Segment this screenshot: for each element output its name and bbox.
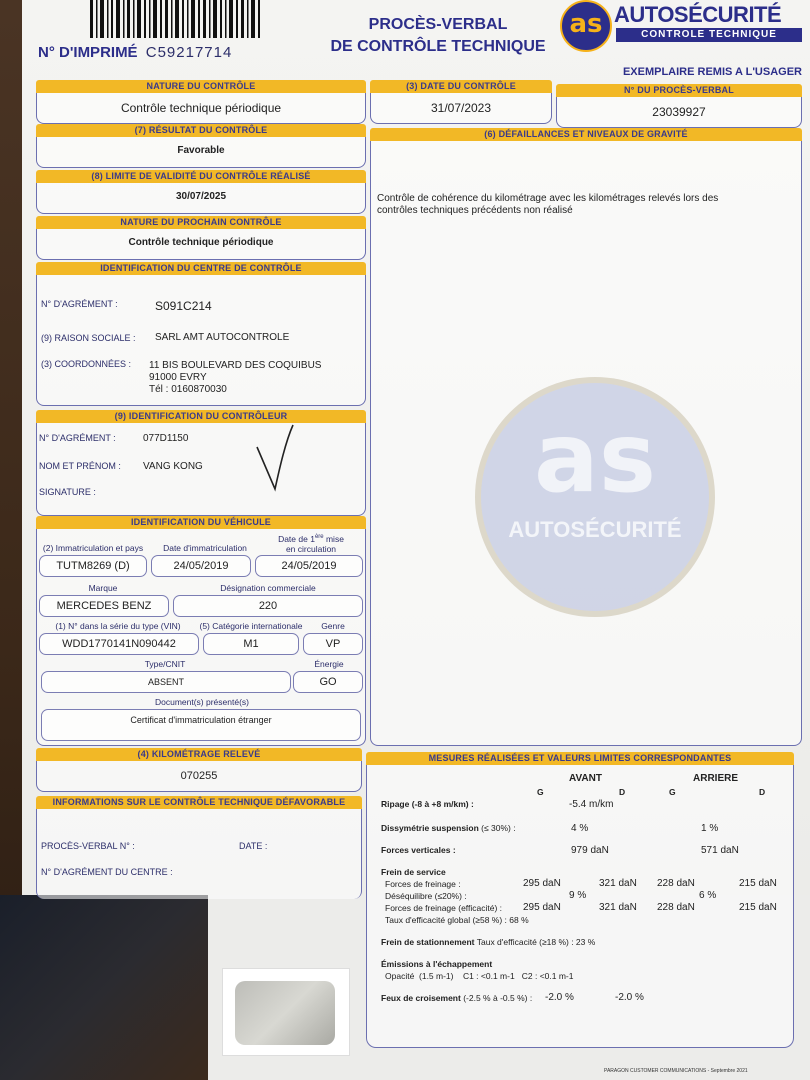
hologram-patch: [235, 981, 335, 1045]
result-header: (7) RÉSULTAT DU CONTRÔLE: [36, 124, 366, 137]
watermark-logo: [475, 377, 715, 617]
forces-eff-label: Forces de freinage (efficacité) :: [385, 903, 503, 913]
col-avant: AVANT: [569, 773, 602, 784]
deseq-avant: 9 %: [569, 890, 587, 901]
center-section: [36, 262, 366, 406]
col-arriere-g: G: [669, 787, 676, 797]
hologram-sticker: [222, 968, 350, 1056]
col-avant-d: D: [619, 787, 626, 797]
forces-vert-label: Forces verticales :: [381, 845, 456, 855]
defects-box: [370, 141, 802, 746]
controller-signature-label: SIGNATURE :: [39, 487, 96, 497]
marque-value: MERCEDES BENZ: [39, 595, 169, 617]
fe-ar-d: 215 daN: [739, 902, 777, 913]
dissym-label: [381, 823, 516, 833]
watermark-brand: AUTOSÉCURITÉ: [508, 517, 682, 542]
feux-g: -2.0 %: [545, 992, 574, 1003]
categorie-label: (5) Catégorie internationale: [199, 621, 303, 631]
print-number-line: [38, 44, 232, 61]
measures-section: [366, 752, 794, 1048]
ripage-label: Ripage (-8 à +8 m/km) :: [381, 799, 474, 809]
brand-name: AUTOSÉCURITÉ: [614, 2, 782, 27]
first-circ-label-line2: en circulation: [285, 543, 337, 554]
nature-header: NATURE DU CONTRÔLE: [36, 80, 366, 93]
marque-label: Marque: [88, 583, 118, 593]
first-circ-label-sup: ère: [314, 534, 324, 540]
unfavorable-box: [36, 809, 362, 899]
first-circ-label-a: Date de 1: [278, 533, 315, 544]
vehicle-header: IDENTIFICATION DU VÉHICULE: [36, 516, 366, 529]
defects-line-1: Contrôle de cohérence du kilométrage avec les kilométrages relevés lors des: [377, 193, 719, 204]
barcode: [90, 0, 270, 40]
stationnement-label: Frein de stationnement: [381, 937, 475, 947]
brand-tagline: CONTROLE TECHNIQUE: [616, 28, 802, 42]
controller-section: [36, 410, 366, 516]
vehicle-section: [36, 516, 366, 746]
date-value: 31/07/2023: [370, 93, 552, 124]
first-circ-label: [255, 532, 367, 554]
forces-freinage-label: Forces de freinage :: [385, 879, 461, 889]
center-address-1: 11 BIS BOULEVARD DES COQUIBUS: [149, 360, 322, 371]
defects-line-2: contrôles techniques précédents non réalisé: [377, 205, 573, 216]
controller-agrement-value: 077D1150: [143, 433, 189, 444]
nature-value: Contrôle technique périodique: [36, 93, 366, 124]
ff-av-g: 295 daN: [523, 878, 561, 889]
print-number: C59217714: [145, 44, 233, 61]
emissions-label: Émissions à l'échappement: [381, 959, 493, 969]
deseq-arriere: 6 %: [699, 890, 717, 901]
brand-logo: [560, 0, 612, 52]
defects-section: [370, 128, 802, 746]
center-raison-value: SARL AMT AUTOCONTROLE: [155, 332, 290, 343]
date-immat-label: Date d'immatriculation: [163, 543, 247, 553]
pv-number-value: 23039927: [556, 97, 802, 128]
title-line-1: PROCÈS-VERBAL: [368, 16, 508, 33]
mileage-header: (4) KILOMÉTRAGE RELEVÉ: [36, 748, 362, 761]
date-immat-value: 24/05/2019: [151, 555, 251, 577]
fe-av-g: 295 daN: [523, 902, 561, 913]
unfavorable-date-label: DATE :: [239, 841, 268, 851]
controller-agrement-label: N° D'AGRÉMENT :: [39, 433, 116, 443]
categorie-value: M1: [203, 633, 299, 655]
ff-ar-g: 228 daN: [657, 878, 695, 889]
date-header: (3) DATE DU CONTRÔLE: [370, 80, 552, 93]
first-circ-label-b: mise: [323, 533, 344, 544]
dissym-arriere: 1 %: [701, 823, 719, 834]
vin-value: WDD1770141N090442: [39, 633, 199, 655]
validity-header: (8) LIMITE DE VALIDITÉ DU CONTRÔLE RÉALISÉ: [36, 170, 366, 183]
unfavorable-section: [36, 796, 362, 899]
col-arriere-d: D: [759, 787, 766, 797]
mileage-section: [36, 748, 362, 792]
first-circ-value: 24/05/2019: [255, 555, 363, 577]
feux-label: Feux de croisement: [381, 993, 461, 1003]
designation-label: Désignation commerciale: [220, 583, 316, 593]
forces-vert-arriere: 571 daN: [701, 845, 739, 856]
printer-footer: PARAGON CUSTOMER COMMUNICATIONS - Septembre 2021: [604, 1068, 748, 1074]
validity-section: [36, 170, 366, 214]
ff-ar-d: 215 daN: [739, 878, 777, 889]
next-control-section: [36, 216, 366, 260]
controller-box: [36, 423, 366, 516]
designation-value: 220: [173, 595, 363, 617]
center-box: [36, 275, 366, 406]
unfavorable-header: INFORMATIONS SUR LE CONTRÔLE TECHNIQUE DÉFAVORABLE: [36, 796, 362, 809]
next-control-value: Contrôle technique périodique: [36, 229, 366, 260]
energie-label: Énergie: [314, 659, 344, 669]
center-coord-label: (3) COORDONNÉES :: [41, 359, 132, 369]
energie-value: GO: [293, 671, 363, 693]
center-phone: Tél : 0160870030: [149, 384, 227, 395]
stationnement-value: Taux d'efficacité (≥18 %) : 23 %: [476, 937, 596, 947]
controller-signature: [253, 423, 303, 495]
frein-service-label: Frein de service: [381, 867, 446, 877]
next-control-header: NATURE DU PROCHAIN CONTRÔLE: [36, 216, 366, 229]
genre-value: VP: [303, 633, 363, 655]
measures-box: [366, 765, 794, 1048]
unfavorable-pv-label: PROCÈS-VERBAL N° :: [41, 841, 135, 851]
genre-label: Genre: [321, 621, 345, 631]
immat-label: (2) Immatriculation et pays: [42, 543, 144, 553]
date-section: [370, 80, 552, 124]
validity-value: 30/07/2025: [36, 183, 366, 214]
center-raison-label: (9) RAISON SOCIALE :: [41, 333, 136, 343]
center-agrement-value: S091C214: [155, 299, 212, 313]
controller-name-value: VANG KONG: [143, 461, 203, 472]
center-agrement-label: N° D'AGRÉMENT :: [41, 299, 118, 309]
feux-row: [381, 993, 532, 1003]
fe-av-d: 321 daN: [599, 902, 637, 913]
dissym-limit: (≤ 30%) :: [481, 823, 516, 833]
measures-header: MESURES RÉALISÉES ET VALEURS LIMITES CORRESPONDANTES: [366, 752, 794, 765]
controller-header: (9) IDENTIFICATION DU CONTRÔLEUR: [36, 410, 366, 423]
documents-label: Document(s) présenté(s): [154, 697, 249, 707]
deseq-label: Déséquilibre (≤20%) :: [385, 891, 467, 901]
nature-section: [36, 80, 366, 124]
documents-value: Certificat d'immatriculation étranger: [41, 709, 361, 741]
result-section: [36, 124, 366, 168]
vin-label: (1) N° dans la série du type (VIN): [55, 621, 181, 631]
table-surface-lower: [0, 895, 215, 1080]
type-label: Type/CNIT: [144, 659, 186, 669]
col-arriere: ARRIERE: [693, 773, 739, 784]
watermark-letters: as: [534, 402, 656, 514]
print-number-caption: N° D'IMPRIMÉ: [38, 44, 138, 61]
type-value: ABSENT: [41, 671, 291, 693]
controller-name-label: NOM ET PRÉNOM :: [39, 461, 121, 471]
feux-d: -2.0 %: [615, 992, 644, 1003]
forces-vert-avant: 979 daN: [571, 845, 609, 856]
center-header: IDENTIFICATION DU CENTRE DE CONTRÔLE: [36, 262, 366, 275]
copy-label: EXEMPLAIRE REMIS A L'USAGER: [622, 66, 802, 78]
emissions-value: Opacité (1.5 m-1) C1 : <0.1 m-1 C2 : <0.1 m-1: [385, 971, 574, 981]
vehicle-box: [36, 529, 366, 746]
document-title: [318, 14, 558, 58]
result-value: Favorable: [36, 137, 366, 168]
stationnement-row: [381, 937, 595, 947]
dissym-avant: 4 %: [571, 823, 589, 834]
mileage-value: 070255: [36, 761, 362, 792]
dissym-label-text: Dissymétrie suspension: [381, 823, 479, 833]
unfavorable-agrement-label: N° D'AGRÉMENT DU CENTRE :: [41, 867, 173, 877]
taux-global: Taux d'efficacité global (≥58 %) : 68 %: [385, 915, 529, 925]
defects-text: [377, 193, 718, 217]
fe-ar-g: 228 daN: [657, 902, 695, 913]
col-avant-g: G: [537, 787, 544, 797]
center-address-2: 91000 EVRY: [149, 372, 207, 383]
ripage-value: -5.4 m/km: [569, 799, 614, 810]
ff-av-d: 321 daN: [599, 878, 637, 889]
pv-number-header: N° DU PROCÈS-VERBAL: [556, 84, 802, 97]
logo-letters: as: [569, 9, 603, 39]
immat-value: TUTM8269 (D): [39, 555, 147, 577]
feux-limit: (-2.5 % à -0.5 %) :: [463, 993, 533, 1003]
title-line-2: DE CONTRÔLE TECHNIQUE: [330, 38, 546, 55]
pv-number-section: [556, 84, 802, 128]
defects-header: (6) DÉFAILLANCES ET NIVEAUX DE GRAVITÉ: [370, 128, 802, 141]
